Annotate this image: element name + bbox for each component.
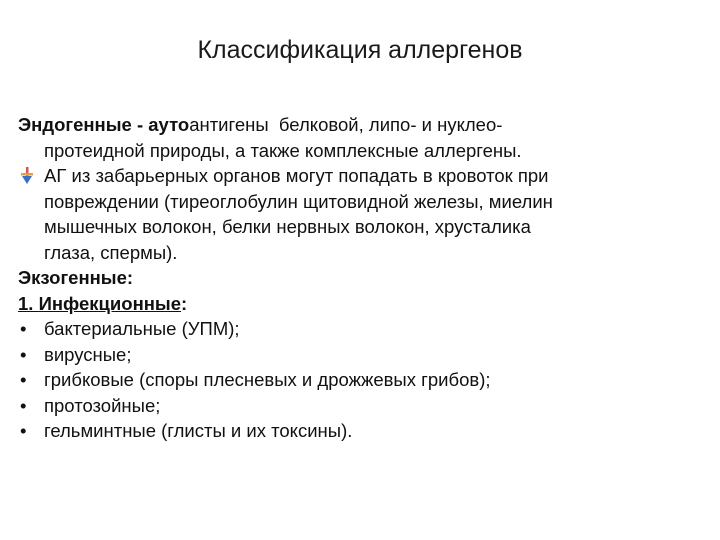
endogenous-line-2: протеидной природы, а также комплексные аллергены. (44, 139, 522, 161)
endogenous-auto: ауто (148, 114, 190, 135)
barrier-line-2: повреждении (тиреоглобулин щитовидной железы, миелин (44, 190, 553, 212)
slide-content (18, 112, 708, 444)
barrier-text-1: АГ из забарьерных органов могут попадать в кровоток при (44, 165, 549, 186)
list-item-text: протозойные; (44, 394, 161, 416)
list-item-text: бактериальные (УПМ); (44, 318, 240, 339)
bullet-icon: • (20, 394, 27, 416)
list-item-text: гельминтные (глисты и их токсины). (44, 420, 353, 441)
list-item (18, 418, 708, 444)
list-item-text: вирусные; (44, 343, 132, 365)
barrier-line-1 (18, 163, 708, 189)
endogenous-dash: - (131, 114, 149, 135)
infectious-heading (18, 291, 708, 317)
list-item (18, 393, 708, 419)
bullet-icon: • (20, 420, 27, 441)
endogenous-line-1 (18, 112, 708, 138)
infectious-label: Инфекционные (38, 292, 182, 314)
list-item (18, 316, 708, 342)
list-item-text: грибковые (споры плесневых и дрожжевых грибов); (44, 369, 491, 390)
list-item (18, 367, 708, 393)
list-item (18, 342, 708, 368)
endogenous-text-1: антигены белковой, липо- и нуклео- (189, 114, 503, 135)
bullet-icon: • (20, 343, 27, 365)
infectious-number: 1. (18, 292, 39, 314)
barrier-line-3: мышечных волокон, белки нервных волокон, хрусталика (44, 216, 531, 237)
barrier-line-4: глаза, спермы). (44, 241, 178, 263)
infectious-colon: : (181, 292, 188, 314)
arrow-bullet-icon (20, 167, 34, 185)
endogenous-label: Эндогенные (18, 114, 132, 135)
bullet-icon: • (20, 369, 27, 390)
slide-title: Классификация аллергенов (197, 36, 523, 64)
exogenous-heading: Экзогенные: (18, 267, 134, 288)
bullet-icon: • (20, 318, 27, 339)
